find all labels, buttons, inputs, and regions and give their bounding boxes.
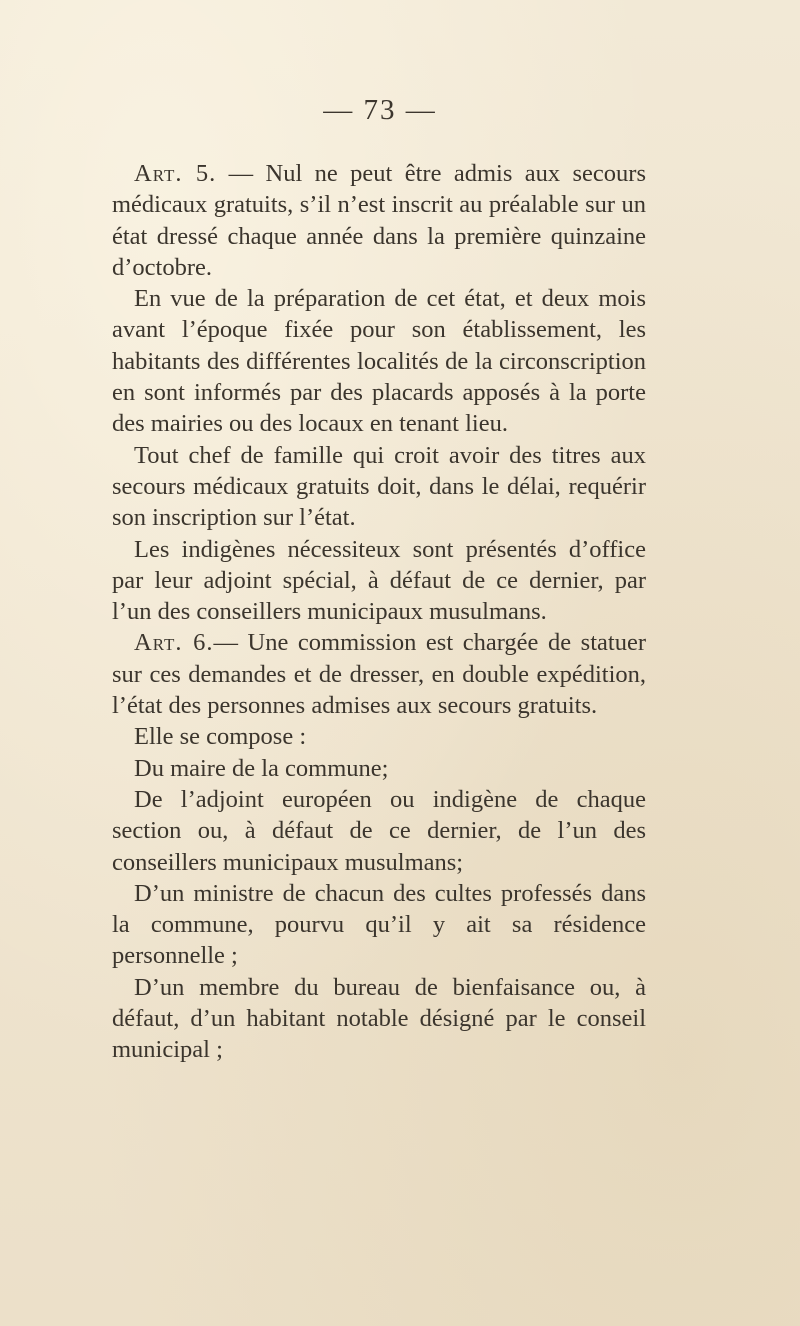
paragraph-text: Du maire de la commune;: [134, 754, 389, 782]
list-item: [112, 972, 646, 1066]
paragraph-text: — Une commission est chargée de statuer sur ces demandes et de dresser, en double expédition, l’état des personnes admises aux secours gratuits.: [112, 629, 646, 720]
page-number: — 73 —: [323, 94, 437, 126]
paragraph-art-5: [112, 158, 646, 283]
list-item: [112, 784, 646, 878]
list-item: [112, 878, 646, 972]
paragraph-text: Les indigènes nécessiteux sont présentés d’office par leur adjoint spécial, à défaut de ce dernier, par l’un des conseillers municipaux musulmans.: [112, 535, 646, 626]
paragraph: [112, 534, 646, 628]
paragraph-text: En vue de la préparation de cet état, et deux mois avant l’époque fixée pour son établissement, les habitants des différentes localités de la circonscription en sont informés par des placards apposés à la porte des mairies ou des locaux en tenant lieu.: [112, 285, 646, 438]
paragraph: [112, 283, 646, 439]
paragraph: [112, 440, 646, 534]
paragraph-text: D’un ministre de chacun des cultes professés dans la commune, pourvu qu’il y ait sa résidence personnelle ;: [112, 879, 646, 970]
paragraph: [112, 721, 646, 752]
list-item: [112, 753, 646, 784]
body-text: [112, 158, 646, 1066]
paragraph-art-6: [112, 627, 646, 721]
paragraph-text: — Nul ne peut être admis aux secours médicaux gratuits, s’il n’est inscrit au préalable sur un état dressé chaque année dans la première quinzaine d’octobre.: [112, 160, 646, 281]
paragraph-text: De l’adjoint européen ou indigène de chaque section ou, à défaut de ce dernier, de l’un des conseillers municipaux musulmans;: [112, 785, 646, 876]
paragraph-text: Elle se compose :: [134, 723, 307, 751]
paragraph-text: D’un membre du bureau de bienfaisance ou, à défaut, d’un habitant notable désigné par le conseil municipal ;: [112, 973, 646, 1064]
article-label: Art. 6.: [134, 629, 214, 657]
paragraph-text: Tout chef de famille qui croit avoir des titres aux secours médicaux gratuits doit, dans le délai, requérir son inscription sur l’état.: [112, 441, 646, 532]
article-label: Art. 5.: [134, 160, 217, 187]
